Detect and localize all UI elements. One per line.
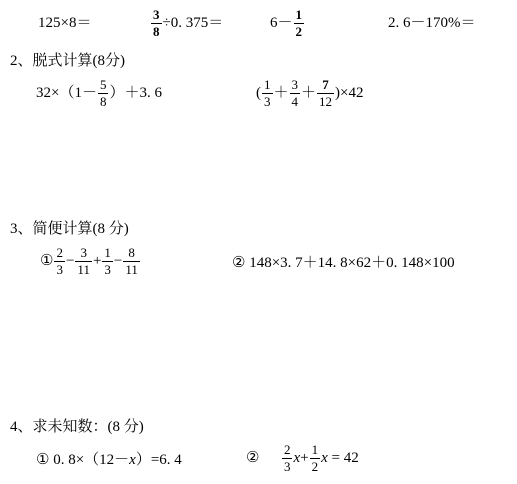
fraction: $\frac{1}{3}$ bbox=[104, 245, 111, 277]
section-2-expr-2: ( $\frac{1}{3}$ ＋ $\frac{3}{4}$ ＋ $\frac{7}{12}$ )×42 bbox=[256, 77, 364, 109]
expr-125x8: 125×8＝ bbox=[38, 15, 92, 31]
fraction: $\frac{2}{3}$ bbox=[283, 442, 291, 474]
section-3-title: 3、简便计算(8 分) bbox=[10, 221, 129, 237]
section-4-title: 4、求未知数：(8 分) bbox=[10, 419, 144, 435]
fraction: $\frac{1}{2}$ bbox=[295, 7, 303, 39]
section-4-expr-1: ① 0. 8×（12－x）=6. 4 bbox=[36, 452, 182, 468]
fraction: $\frac{3}{11}$ bbox=[77, 245, 90, 277]
fraction: $\frac{7}{12}$ bbox=[319, 77, 333, 109]
expr-3-8-div: $\frac{3}{8}$ ÷0. 375＝ bbox=[153, 7, 224, 39]
fraction: $\frac{8}{11}$ bbox=[125, 245, 138, 277]
section-3-expr-2: ② 148×3. 7＋14. 8×62＋0. 148×100 bbox=[232, 255, 455, 271]
fraction: $\frac{5}{8}$ bbox=[99, 77, 107, 109]
section-4-expr-2: ② $\frac{2}{3}$ x+ $\frac{1}{2}$ x = 42 bbox=[246, 442, 359, 474]
fraction: $\frac{2}{3}$ bbox=[56, 245, 63, 277]
fraction: $\frac{3}{4}$ bbox=[291, 77, 299, 109]
fraction: $\frac{1}{2}$ bbox=[311, 442, 319, 474]
section-2-title: 2、脱式计算(8分) bbox=[10, 53, 125, 69]
section-3-expr-1: ① $\frac{2}{3}$ − $\frac{3}{11}$ + $\frac{1}{3}$ − $\frac{8}{11}$ bbox=[40, 245, 138, 277]
expr-2.6-minus-170: 2. 6－170%＝ bbox=[388, 15, 476, 31]
section-2-expr-1: 32×（1－ $\frac{5}{8}$ ）＋3. 6 bbox=[36, 77, 162, 109]
fraction: $\frac{1}{3}$ bbox=[264, 77, 271, 109]
expr-6-minus-half: 6－ $\frac{1}{2}$ bbox=[270, 7, 303, 39]
fraction: $\frac{3}{8}$ bbox=[153, 7, 160, 39]
